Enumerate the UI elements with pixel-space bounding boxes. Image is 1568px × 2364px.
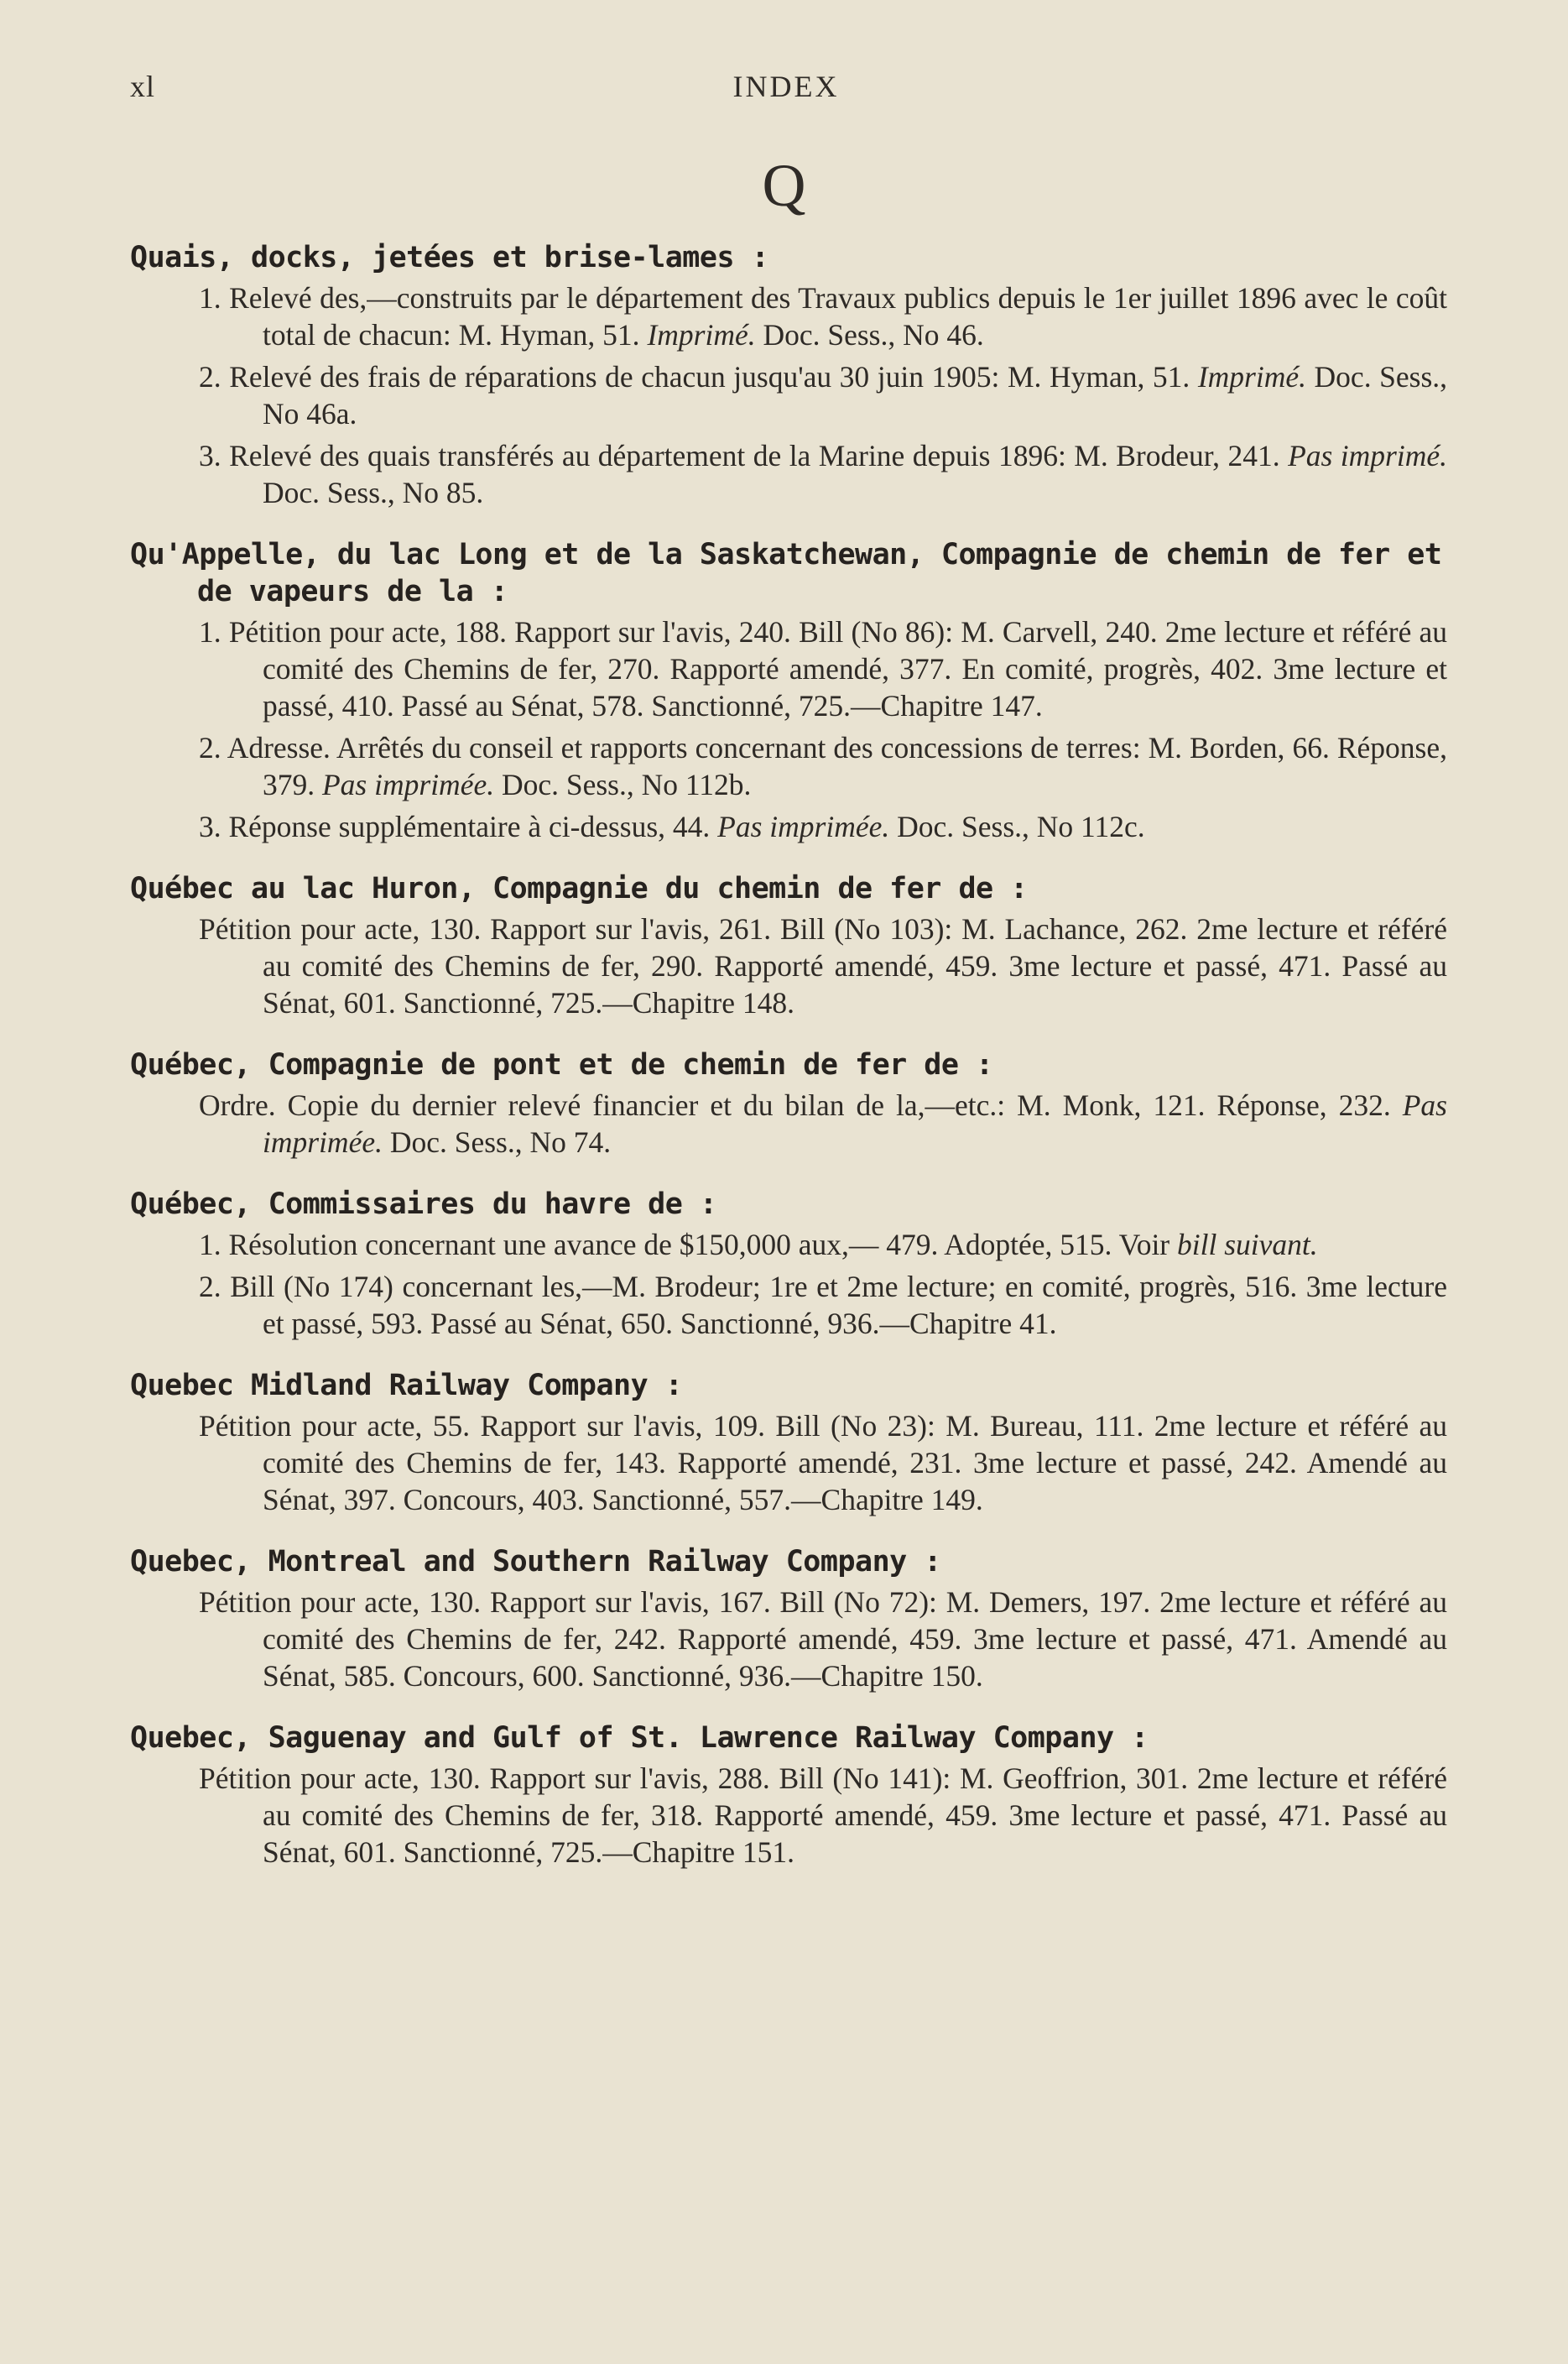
entry-heading: Quais, docks, jetées et brise-lames : xyxy=(130,241,769,274)
item-text: Relevé des quais transférés au département de la Marine depuis 1896: M. Brodeur, 241. xyxy=(229,439,1280,472)
item-number: 2. xyxy=(199,360,221,394)
entry-item xyxy=(130,911,1447,1021)
item-text: Pétition pour acte, 130. Rapport sur l'avis, 288. Bill (No 141): M. Geoffrion, 301. 2me lecture et référé au comité des Chemins de fer, 318. Rapporté amendé, 459. 3me lecture et passé, 471. Passé au Sénat, 601. Sanctionné, 725.—Chapitre 151. xyxy=(199,1761,1447,1869)
entry-item xyxy=(130,1268,1447,1342)
index-entry xyxy=(130,1720,1447,1871)
item-text: Ordre. Copie du dernier relevé financier et du bilan de la,—etc.: M. Monk, 121. Réponse, 232. xyxy=(199,1088,1391,1122)
item-text: Bill (No 174) concernant les,—M. Brodeur; 1re et 2me lecture; en comité, progrès, 516. 3me lecture et passé, 593. Passé au Sénat, 650. Sanctionné, 936.—Chapitre 41. xyxy=(230,1270,1448,1340)
index-entry xyxy=(130,239,1447,511)
item-number: 1. xyxy=(199,615,221,649)
item-text: Relevé des frais de réparations de chacun jusqu'au 30 juin 1905: M. Hyman, 51. xyxy=(229,360,1190,394)
entry-item xyxy=(130,808,1447,845)
entry-heading: Quebec, Montreal and Southern Railway Company : xyxy=(130,1545,941,1579)
item-text: Pétition pour acte, 55. Rapport sur l'avis, 109. Bill (No 23): M. Bureau, 111. 2me lecture et référé au comité des Chemins de fer, 143. Rapporté amendé, 231. 3me lecture et passé, 242. Amendé au Sénat, 397. Concours, 403. Sanctionné, 557.—Chapitre 149. xyxy=(199,1409,1447,1516)
index-content xyxy=(130,239,1447,1896)
item-doc-ref: Doc. Sess., No 85. xyxy=(263,476,484,509)
entry-item xyxy=(130,358,1447,432)
entry-heading: Quebec, Saguenay and Gulf of St. Lawrence Railway Company : xyxy=(130,1721,1149,1755)
item-status: Pas imprimée. xyxy=(322,768,495,801)
entry-heading: Québec au lac Huron, Compagnie du chemin de fer de : xyxy=(130,872,1028,905)
page-header xyxy=(130,69,1442,111)
entry-item xyxy=(130,729,1447,803)
item-status: bill suivant. xyxy=(1177,1228,1318,1261)
index-entry xyxy=(130,1046,1447,1161)
entry-item xyxy=(130,1087,1447,1161)
item-number: 1. xyxy=(199,281,221,315)
entry-heading: Qu'Appelle, du lac Long et de la Saskatchewan, Compagnie de chemin de fer et de vapeurs de la : xyxy=(130,538,1442,608)
index-entry xyxy=(130,1186,1447,1342)
page-number: xl xyxy=(130,70,156,103)
entry-heading: Québec, Compagnie de pont et de chemin de fer de : xyxy=(130,1048,993,1082)
item-doc-ref: Doc. Sess., No 112c. xyxy=(897,810,1145,843)
index-entry xyxy=(130,536,1447,845)
entry-heading: Quebec Midland Railway Company : xyxy=(130,1369,683,1402)
item-text: Adresse. Arrêtés du conseil et rapports concernant des concessions de terres: M. Borden, 66. Réponse, 379. xyxy=(227,731,1447,801)
entry-item xyxy=(130,279,1447,353)
item-status: Pas imprimée. xyxy=(717,810,890,843)
item-status: Imprimé. xyxy=(1197,360,1306,394)
item-text: Pétition pour acte, 188. Rapport sur l'avis, 240. Bill (No 86): M. Carvell, 240. 2me lecture et référé au comité des Chemins de fer, 270. Rapporté amendé, 377. En comité, progrès, 402. 3me lecture et passé, 410. Passé au Sénat, 578. Sanctionné, 725.—Chapitre 147. xyxy=(228,615,1448,723)
item-status: Pas imprimé. xyxy=(1288,439,1448,472)
index-entry xyxy=(130,870,1447,1021)
item-status: Imprimé. xyxy=(647,318,756,352)
entry-item xyxy=(130,613,1447,724)
entry-item xyxy=(130,1226,1447,1263)
entry-item xyxy=(130,437,1447,511)
item-number: 1. xyxy=(199,1228,221,1261)
item-number: 2. xyxy=(199,1270,221,1303)
entry-heading: Québec, Commissaires du havre de : xyxy=(130,1187,717,1221)
item-text: Réponse supplémentaire à ci-dessus, 44. xyxy=(228,810,711,843)
item-text: Pétition pour acte, 130. Rapport sur l'avis, 261. Bill (No 103): M. Lachance, 262. 2me lecture et référé au comité des Chemins de fer, 290. Rapporté amendé, 459. 3me lecture et passé, 471. Passé au Sénat, 601. Sanctionné, 725.—Chapitre 148. xyxy=(199,912,1447,1020)
item-text: Relevé des,—construits par le département des Travaux publics depuis le 1er juillet 1896 avec le coût total de chacun: M. Hyman, 51. xyxy=(229,281,1448,352)
entry-item xyxy=(130,1584,1447,1694)
item-text: Pétition pour acte, 130. Rapport sur l'avis, 167. Bill (No 72): M. Demers, 197. 2me lecture et référé au comité des Chemins de fer, 242. Rapporté amendé, 459. 3me lecture et passé, 471. Amendé au Sénat, 585. Concours, 600. Sanctionné, 936.—Chapitre 150. xyxy=(199,1585,1447,1693)
item-doc-ref: Doc. Sess., No 46. xyxy=(763,318,984,352)
item-doc-ref: Doc. Sess., No 46a. xyxy=(263,360,1448,431)
entry-item xyxy=(130,1407,1447,1518)
item-status: Pas imprimée. xyxy=(263,1088,1447,1159)
index-entry xyxy=(130,1543,1447,1694)
item-doc-ref: Doc. Sess., No 74. xyxy=(389,1125,612,1159)
item-text: Résolution concernant une avance de $150,000 aux,— 479. Adoptée, 515. Voir xyxy=(228,1228,1170,1261)
index-entry xyxy=(130,1367,1447,1518)
page-title: INDEX xyxy=(732,70,840,103)
section-letter: Q xyxy=(762,152,806,219)
item-number: 3. xyxy=(199,810,221,843)
item-number: 2. xyxy=(199,731,221,765)
item-number: 3. xyxy=(199,439,221,472)
entry-item xyxy=(130,1760,1447,1871)
item-doc-ref: Doc. Sess., No 112b. xyxy=(501,768,752,801)
